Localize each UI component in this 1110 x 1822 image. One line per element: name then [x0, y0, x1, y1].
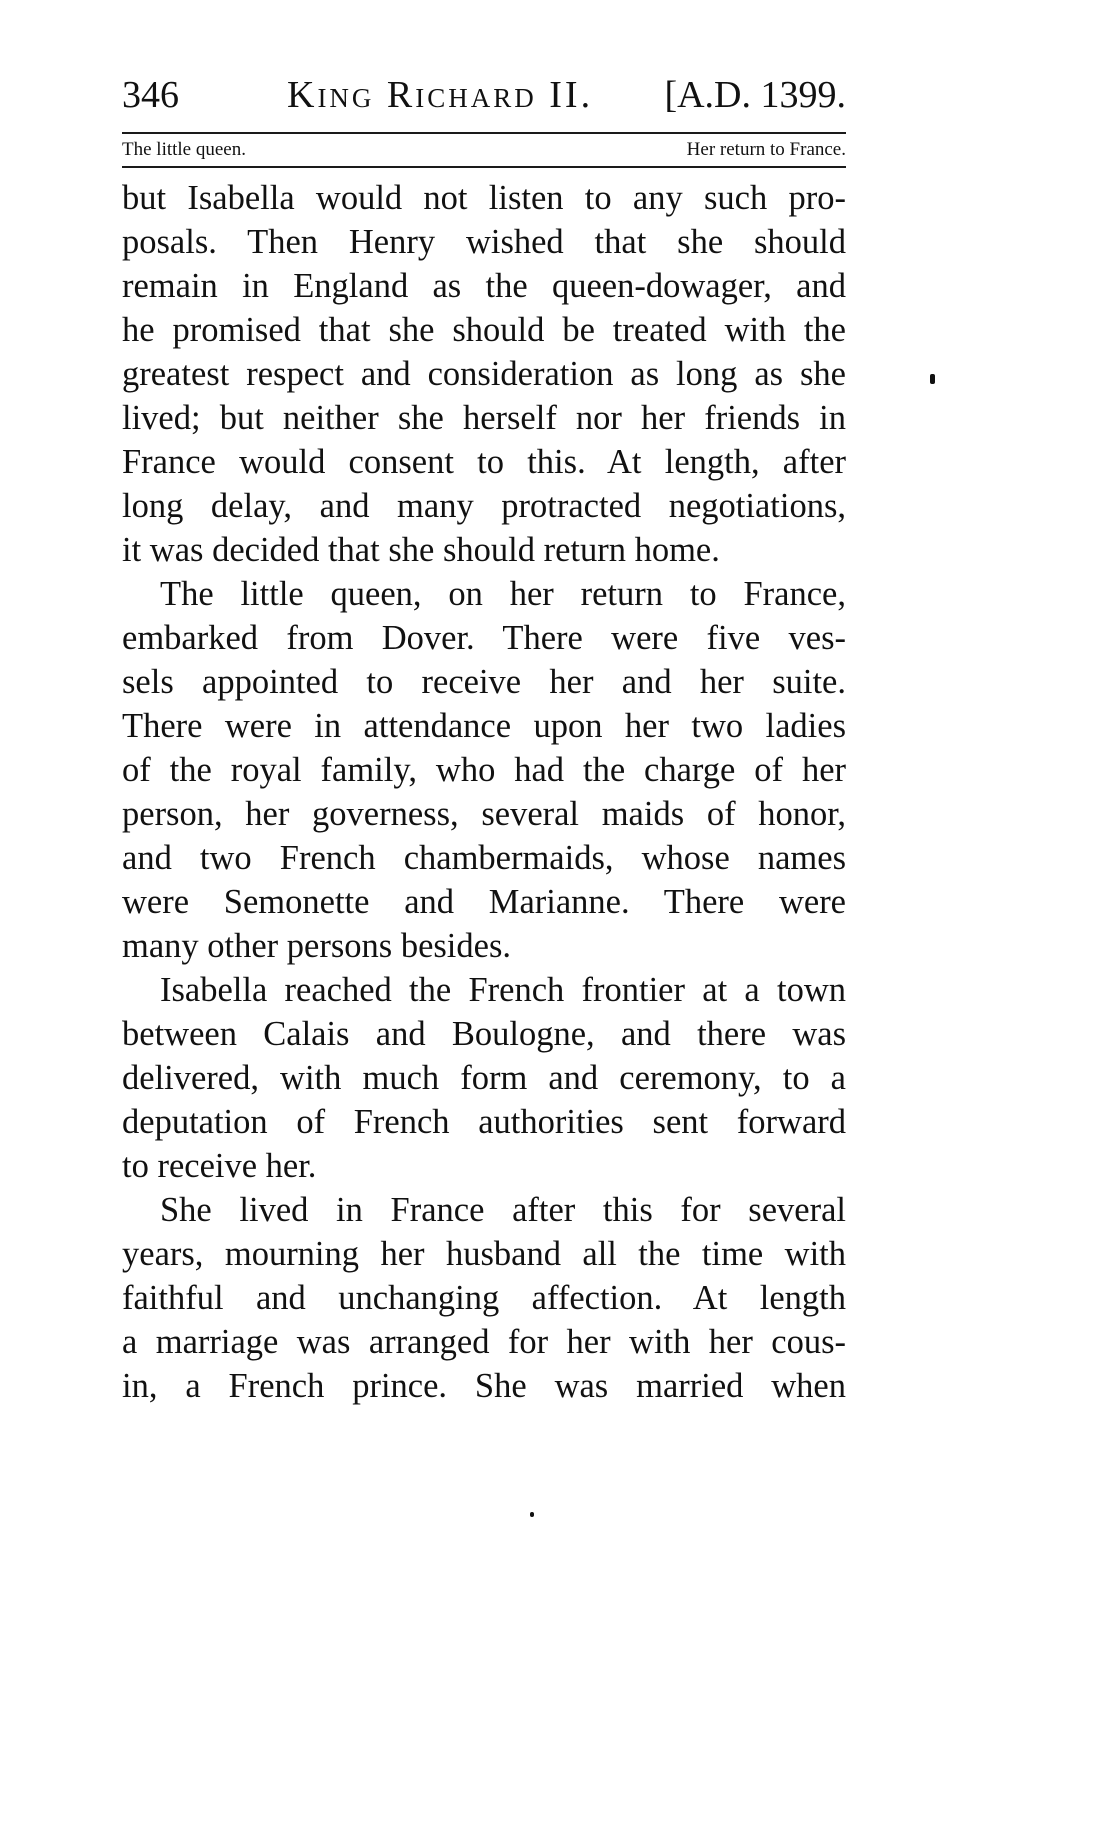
- date-marker: [A.D. 1399.: [664, 74, 846, 116]
- text-line: it was decided that she should return home.: [122, 531, 720, 569]
- text-line: remain in England as the queen-dowager, and: [122, 267, 846, 305]
- text-line: many other persons besides.: [122, 927, 512, 965]
- text-line: person, her governess, several maids of honor,: [122, 795, 846, 833]
- header-rule-top: [122, 132, 846, 134]
- text-line: but Isabella would not listen to any such pro-: [122, 179, 846, 217]
- text-line: between Calais and Boulogne, and there was: [122, 1015, 846, 1053]
- print-mark: [530, 1512, 534, 1517]
- text-line: were Semonette and Marianne. There were: [122, 883, 846, 921]
- text-line: faithful and unchanging affection. At length: [122, 1279, 846, 1317]
- text-line: deputation of French authorities sent forward: [122, 1103, 846, 1141]
- text-line: delivered, with much form and ceremony, to a: [122, 1059, 846, 1097]
- header-rule-bottom: [122, 166, 846, 168]
- text-line: Isabella reached the French frontier at a town: [160, 971, 846, 1009]
- text-line: sels appointed to receive her and her suite.: [122, 663, 846, 701]
- book-title: King Richard II.: [287, 74, 594, 116]
- text-line: years, mourning her husband all the time with: [122, 1235, 846, 1273]
- body-text: [122, 176, 846, 1408]
- print-mark: [930, 374, 935, 384]
- text-line: The little queen, on her return to France,: [160, 575, 846, 613]
- paragraph: [122, 572, 846, 968]
- text-line: he promised that she should be treated with the: [122, 311, 846, 349]
- paragraph: [122, 176, 846, 572]
- text-line: long delay, and many protracted negotiations,: [122, 487, 846, 525]
- side-heads: [122, 136, 846, 164]
- paragraph: [122, 1188, 846, 1408]
- text-line: and two French chambermaids, whose names: [122, 839, 846, 877]
- side-head-right: Her return to France.: [686, 139, 846, 160]
- text-line: lived; but neither she herself nor her friends in: [122, 399, 846, 437]
- page-number: 346: [122, 74, 179, 116]
- text-line: greatest respect and consideration as long as she: [122, 355, 846, 393]
- text-line: to receive her.: [122, 1147, 317, 1185]
- text-line: She lived in France after this for several: [160, 1191, 846, 1229]
- text-line: in, a French prince. She was married when: [122, 1367, 846, 1405]
- text-line: embarked from Dover. There were five ves-: [122, 619, 846, 657]
- text-line: of the royal family, who had the charge of her: [122, 751, 846, 789]
- text-line: France would consent to this. At length, after: [122, 443, 846, 481]
- paragraph: [122, 968, 846, 1188]
- side-head-left: The little queen.: [122, 139, 246, 160]
- text-line: a marriage was arranged for her with her cous-: [122, 1323, 846, 1361]
- running-head: [122, 70, 846, 120]
- text-line: There were in attendance upon her two ladies: [122, 707, 846, 745]
- text-line: posals. Then Henry wished that she should: [122, 223, 846, 261]
